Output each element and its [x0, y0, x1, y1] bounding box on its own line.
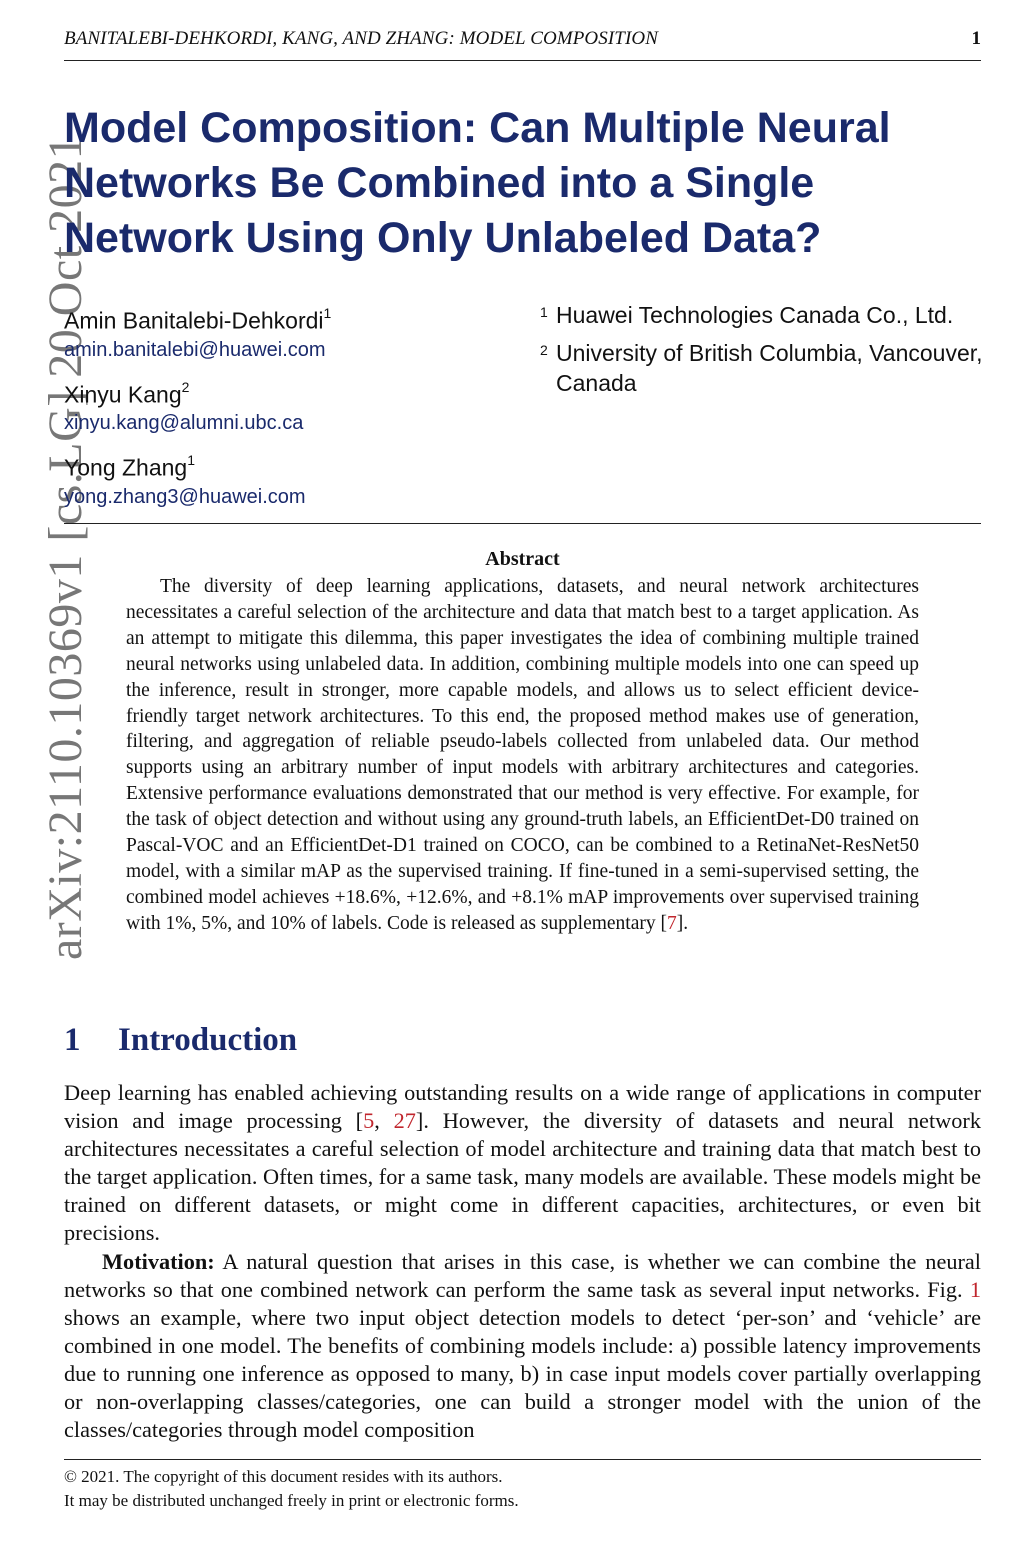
paragraph: Motivation: A natural question that arises in this case, is whether we can combine the neural networks so that one combined network can perform the same task as several input networks. Fig. 1 shows an example, where two input object detection models to detect ‘per-son’ and ‘vehicle’ are combined in one model. The benefits of combining models include: a) possible latency improvements due to running one inference as opposed to many, b) in case input models cover partially overlapping or non-overlapping classes/categories, one can build a stronger model with the union of the classes/categories through model composition [64, 1248, 981, 1443]
abstract-body: The diversity of deep learning applications, datasets, and neural network architectures necessitates a careful selection of the architecture and data that match best to a target application. As an attempt to mitigate this dilemma, this paper investigates the idea of combining multiple trained neural networks using unlabeled data. In addition, combining multiple models into one can speed up the inference, result in stronger, more capable models, and allows us to select efficient device-friendly target network architectures. To this end, the proposed method makes use of generation, filtering, and aggregation of reliable pseudo-labels collected from unlabeled data. Our method supports using an arbitrary number of input models with arbitrary architectures and categories. Extensive performance evaluations demonstrated that our method is very effective. For example, for the task of object detection and without using any ground-truth labels, an EfficientDet-D0 trained on Pascal-VOC and an EfficientDet-D1 trained on COCO, can be combined to a RetinaNet-ResNet50 model, with a similar mAP as the supervised training. If fine-tuned in a semi-supervised setting, the combined model achieves +18.6%, +12.6%, and +8.1% mAP improvements over supervised training with 1%, 5%, and 10% of labels. Code is released as supplementary [7]. [126, 576, 919, 934]
section-number: 1 [64, 1022, 81, 1058]
abstract-rule [64, 523, 981, 524]
paper-title: Model Composition: Can Multiple Neural Networks Be Combined into a Single Network Using Only Unlabeled Data? [64, 104, 891, 262]
introduction-body [64, 1079, 981, 1444]
running-head [64, 28, 981, 50]
author-email-link[interactable]: xinyu.kang@alumni.ubc.ca [64, 412, 304, 435]
affiliation: 1 Huawei Technologies Canada Co., Ltd. [540, 302, 954, 328]
arxiv-stamp[interactable]: arXiv:2110.10369v1 [cs.LG] 20 Oct 2021 [39, 134, 92, 960]
header-rule [64, 60, 981, 61]
running-title: BANITALEBI-DEHKORDI, KANG, AND ZHANG: MODEL COMPOSITION [64, 28, 658, 49]
footnote-line: It may be distributed unchanged freely in print or electronic forms. [64, 1491, 519, 1510]
citation-link[interactable]: 27 [393, 1108, 416, 1134]
copyright-footnote [64, 1465, 981, 1513]
footnote-line: © 2021. The copyright of this document resides with its authors. [64, 1467, 503, 1486]
citation-link[interactable]: 5 [363, 1108, 375, 1134]
section-heading [64, 1022, 297, 1059]
section-title: Introduction [118, 1022, 298, 1058]
affiliation: 2 University of British Columbia, Vancouver, Canada [540, 340, 983, 396]
author-name: Xinyu Kang$^2$ [64, 378, 190, 408]
affiliation-list [540, 300, 990, 406]
paragraph: Deep learning has enabled achieving outstanding results on a wide range of applications in computer vision and image processing [5, 27]. However, the diversity of datasets and neural network architectures necessitates a careful selection of model architecture and training data that match best to the target application. Often times, for a same task, many models are available. These models might be trained on different datasets, or might come in different capacities, architectures, or even bit precisions. [64, 1080, 981, 1246]
paragraph-label: Motivation: [102, 1248, 215, 1274]
author-name: Yong Zhang$^1$ [64, 452, 196, 481]
abstract-heading: Abstract [485, 548, 560, 570]
author-email-link[interactable]: yong.zhang3@huawei.com [64, 485, 306, 508]
footnote-rule [64, 1459, 981, 1460]
page-number: 1 [971, 28, 981, 49]
author-email-link[interactable]: amin.banitalebi@huawei.com [64, 338, 326, 361]
author-list [64, 300, 504, 521]
author-name: Amin Banitalebi-Dehkordi$^1$ [64, 305, 332, 334]
figure-link[interactable]: 1 [969, 1276, 981, 1302]
citation-link[interactable]: 7 [666, 912, 677, 934]
